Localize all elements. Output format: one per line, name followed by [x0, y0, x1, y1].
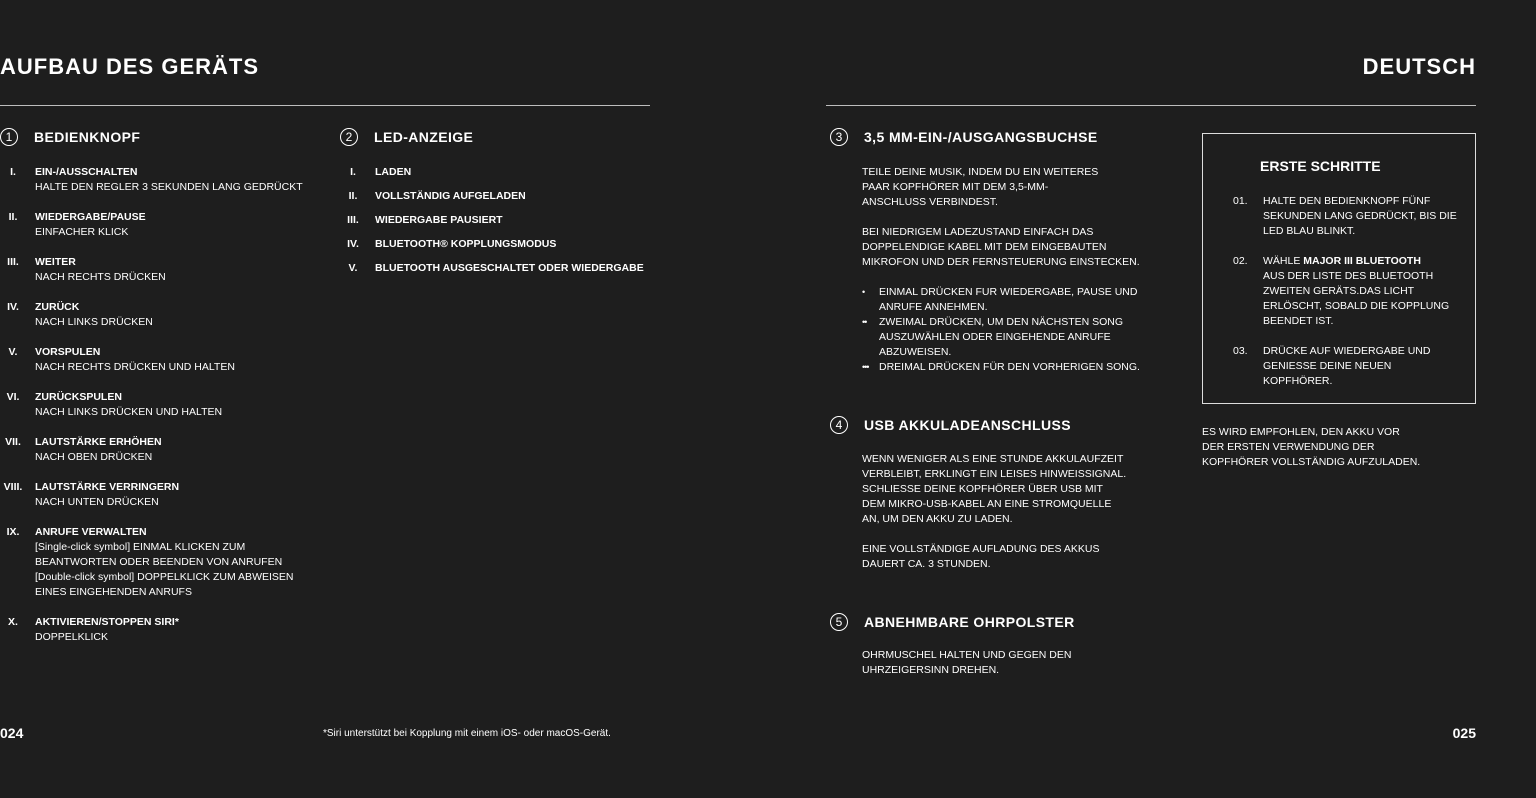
section-number-badge: 3	[830, 128, 848, 146]
item-description: DOPPELKLICK	[35, 631, 108, 643]
item-title: EIN-/AUSSCHALTEN	[35, 166, 138, 178]
list-item	[0, 615, 320, 645]
list-item	[862, 315, 1142, 360]
item-description: NACH LINKS DRÜCKEN	[35, 316, 153, 328]
list-item	[0, 255, 320, 285]
section-number-badge: 2	[340, 128, 358, 146]
item-title: ZURÜCKSPULEN	[35, 391, 122, 403]
list-item	[340, 261, 645, 276]
list-item-text: ZWEIMAL DRÜCKEN, UM DEN NÄCHSTEN SONG AUSZUWÄHLEN ODER EINGEHENDE ANRUFE ABZUWEISEN.	[879, 316, 1124, 358]
step-item	[1233, 254, 1463, 329]
right-page-title: DEUTSCH	[1362, 54, 1476, 79]
list-item	[0, 210, 320, 240]
item-title: VOLLSTÄNDIG AUFGELADEN	[375, 190, 526, 202]
list-item	[0, 435, 320, 465]
left-header-divider	[0, 105, 650, 106]
roman-numeral: V.	[348, 262, 358, 274]
item-title: LAUTSTÄRKE ERHÖHEN	[35, 436, 162, 448]
item-description: NACH RECHTS DRÜCKEN UND HALTEN	[35, 361, 235, 373]
step-item	[1233, 344, 1463, 389]
section-2-heading	[340, 128, 473, 146]
press-count-marker: •	[862, 287, 865, 297]
right-page-number: 025	[1452, 725, 1476, 741]
charging-recommendation: ES WIRD EMPFOHLEN, DEN AKKU VOR DER ERSTEN VERWENDUNG DER KOPFHÖRER VOLLSTÄNDIG AUFZULADEN.	[1202, 426, 1421, 468]
roman-numeral: V.	[8, 346, 18, 358]
item-title: VORSPULEN	[35, 346, 101, 358]
section-5-paragraph: OHRMUSCHEL HALTEN UND GEGEN DEN UHRZEIGERSINN DREHEN.	[862, 649, 1072, 676]
roman-numeral: III.	[7, 256, 19, 268]
getting-started-title: ERSTE SCHRITTE	[1260, 158, 1381, 174]
section-number-badge: 4	[830, 416, 848, 434]
step-text: HALTE DEN BEDIENKNOPF FÜNF SEKUNDEN LANG GEDRÜCKT, BIS DIE LED BLAU BLINKT.	[1263, 195, 1457, 237]
list-item	[0, 525, 320, 600]
list-item	[0, 390, 320, 420]
section-title: LED-ANZEIGE	[374, 129, 474, 145]
step-text: AUS DER LISTE DES BLUETOOTH ZWEITEN GERÄTS.DAS LICHT ERLÖSCHT, SOBALD DIE KOPPLUNG BEENDET IST.	[1263, 270, 1450, 327]
list-item	[340, 237, 645, 252]
step-text: DRÜCKE AUF WIEDERGABE UND GENIESSE DEINE NEUEN KOPFHÖRER.	[1263, 345, 1431, 387]
item-title: WIEDERGABE PAUSIERT	[375, 214, 503, 226]
roman-numeral: VII.	[5, 436, 21, 448]
siri-footnote: *Siri unterstützt bei Kopplung mit einem iOS- oder macOS-Gerät.	[323, 728, 611, 739]
item-title: WIEDERGABE/PAUSE	[35, 211, 146, 223]
list-item-text: EINMAL DRÜCKEN FUR WIEDERGABE, PAUSE UND ANRUFE ANNEHMEN.	[879, 286, 1138, 313]
item-title: LAUTSTÄRKE VERRINGERN	[35, 481, 180, 493]
section-title: ABNEHMBARE OHRPOLSTER	[864, 614, 1075, 630]
roman-numeral: IV.	[7, 301, 19, 313]
list-item	[340, 213, 645, 228]
step-text-prefix: WÄHLE	[1263, 255, 1304, 267]
item-description: HALTE DEN REGLER 3 SEKUNDEN LANG GEDRÜCKT	[35, 181, 303, 193]
step-item	[1233, 194, 1463, 239]
roman-numeral: I.	[350, 166, 356, 178]
step-number: 03.	[1233, 345, 1248, 357]
item-description: NACH LINKS DRÜCKEN UND HALTEN	[35, 406, 223, 418]
section-4-paragraph-2: EINE VOLLSTÄNDIGE AUFLADUNG DES AKKUS DAUERT CA. 3 STUNDEN.	[862, 543, 1100, 570]
list-item	[340, 165, 645, 180]
item-description: NACH OBEN DRÜCKEN	[35, 451, 153, 463]
roman-numeral: VIII.	[3, 481, 23, 493]
section-5-heading	[830, 613, 1075, 631]
item-description: [Single-click symbol] EINMAL KLICKEN ZUM BEANTWORTEN ODER BEENDEN VON ANRUFEN [Double-click symbol] DOPPELKLICK ZUM ABWEISEN EINES EINGEHENDEN ANRUFS	[35, 541, 294, 598]
item-title: BLUETOOTH AUSGESCHALTET ODER WIEDERGABE	[375, 262, 644, 274]
press-count-marker: ••	[862, 317, 867, 327]
getting-started-steps	[1233, 194, 1463, 404]
list-item-text: DREIMAL DRÜCKEN FÜR DEN VORHERIGEN SONG.	[879, 361, 1140, 373]
item-title: AKTIVIEREN/STOPPEN SIRI*	[35, 616, 179, 628]
item-title: LADEN	[375, 166, 412, 178]
section-4-paragraph-1: WENN WENIGER ALS EINE STUNDE AKKULAUFZEIT VERBLEIBT, ERKLINGT EIN LEISES HINWEISSIGNAL. SCHLIESSE DEINE KOPFHÖRER ÜBER USB MIT DEM MIKRO-USB-KABEL AN EINE STROMQUELLE AN, UM DEN AKKU ZU LADEN.	[862, 453, 1127, 525]
step-number: 01.	[1233, 195, 1248, 207]
list-item	[0, 165, 320, 195]
item-title: ANRUFE VERWALTEN	[35, 526, 147, 538]
left-page-title: AUFBAU DES GERÄTS	[0, 54, 260, 79]
list-item	[0, 480, 320, 510]
roman-numeral: IX.	[6, 526, 20, 538]
step-number: 02.	[1233, 255, 1248, 267]
button-press-list	[862, 285, 1142, 375]
item-description: EINFACHER KLICK	[35, 226, 129, 238]
list-item	[340, 189, 645, 204]
roman-numeral: III.	[347, 214, 359, 226]
roman-numeral: IV.	[347, 238, 359, 250]
control-button-list	[0, 165, 320, 645]
item-title: ZURÜCK	[35, 301, 80, 313]
item-description: NACH RECHTS DRÜCKEN	[35, 271, 166, 283]
section-number-badge: 1	[0, 128, 18, 146]
section-3-paragraph-1: TEILE DEINE MUSIK, INDEM DU EIN WEITERES PAAR KOPFHÖRER MIT DEM 3,5-MM-ANSCHLUSS VERBINDEST.	[862, 166, 1099, 208]
section-title: BEDIENKNOPF	[34, 129, 141, 145]
led-indicator-list	[340, 165, 645, 276]
section-4-heading	[830, 416, 1071, 434]
roman-numeral: VI.	[6, 391, 20, 403]
section-3-paragraph-2: BEI NIEDRIGEM LADEZUSTAND EINFACH DAS DOPPELENDIGE KABEL MIT DEM EINGEBAUTEN MIKROFON UND DER FERNSTEUERUNG EINSTECKEN.	[862, 226, 1140, 268]
section-title: USB AKKULADEANSCHLUSS	[864, 417, 1071, 433]
list-item	[862, 360, 1142, 375]
item-description: NACH UNTEN DRÜCKEN	[35, 496, 159, 508]
section-3-heading	[830, 128, 1098, 146]
device-name: MAJOR III BLUETOOTH	[1303, 255, 1421, 267]
list-item	[0, 345, 320, 375]
section-title: 3,5 MM-EIN-/AUSGANGSBUCHSE	[864, 129, 1098, 145]
right-header-divider	[826, 105, 1476, 106]
list-item	[862, 285, 1142, 315]
section-number-badge: 5	[830, 613, 848, 631]
section-1-heading	[0, 128, 140, 146]
left-page-number: 024	[0, 725, 24, 741]
roman-numeral: II.	[348, 190, 358, 202]
list-item	[0, 300, 320, 330]
roman-numeral: II.	[8, 211, 18, 223]
item-title: WEITER	[35, 256, 76, 268]
roman-numeral: I.	[10, 166, 16, 178]
getting-started-box	[1202, 133, 1476, 404]
item-title: BLUETOOTH® KOPPLUNGSMODUS	[375, 238, 557, 250]
roman-numeral: X.	[8, 616, 18, 628]
press-count-marker: •••	[862, 362, 869, 372]
